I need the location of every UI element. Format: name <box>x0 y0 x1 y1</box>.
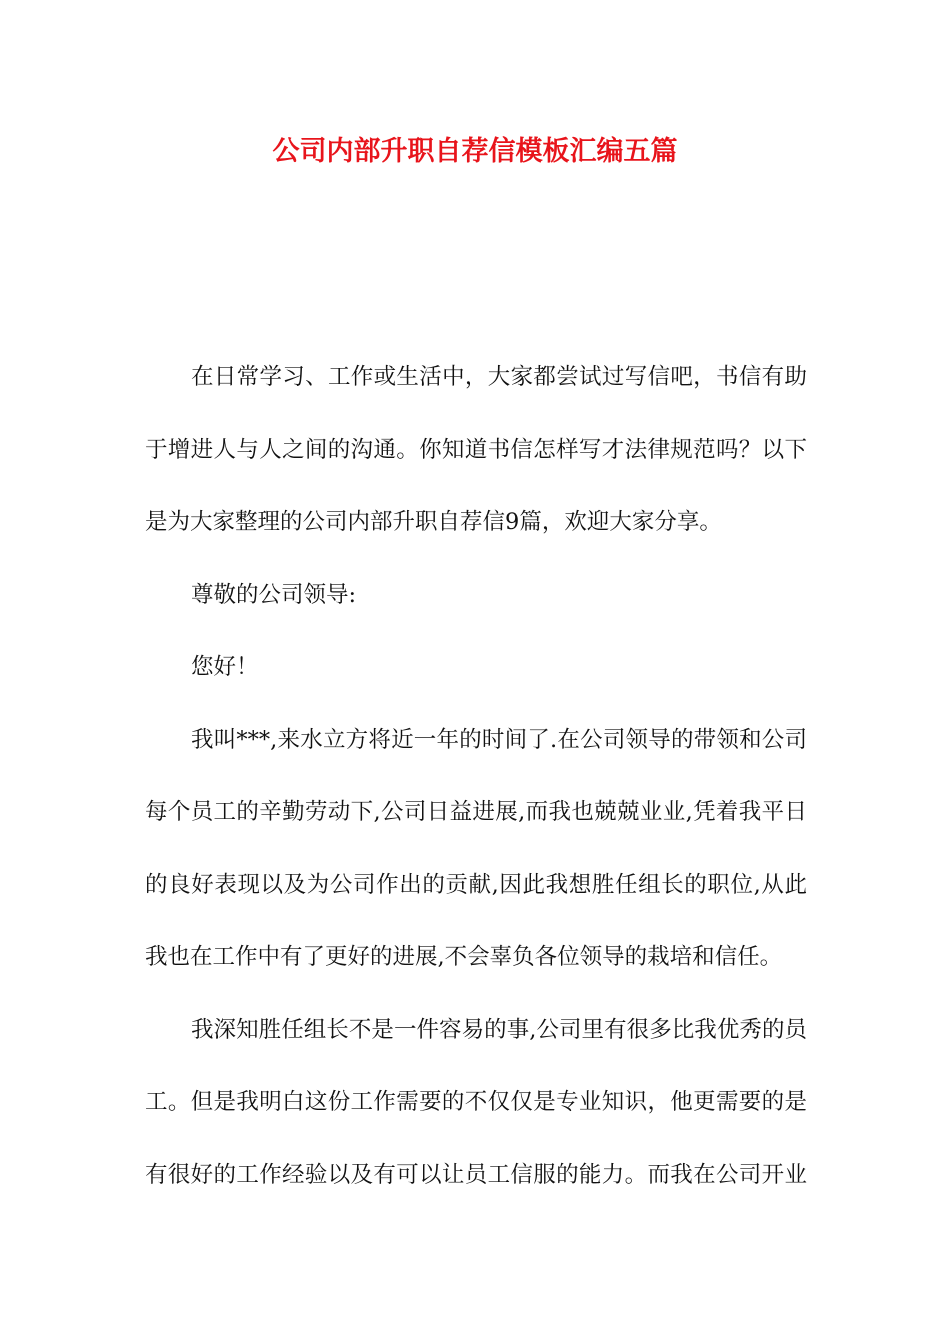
paragraph-body-1 <box>145 704 807 994</box>
text-line: 的良好表现以及为公司作出的贡献,因此我想胜任组长的职位,从此 <box>145 871 807 898</box>
text-line: 工。但是我明白这份工作需要的不仅仅是专业知识，他更需要的是 <box>145 1089 807 1115</box>
text-line: 有很好的工作经验以及有可以让员工信服的能力。而我在公司开业 <box>145 1161 807 1188</box>
text-line: 于增进人与人之间的沟通。你知道书信怎样写才法律规范吗？以下 <box>145 436 807 463</box>
text-line: 每个员工的辛勤劳动下,公司日益进展,而我也兢兢业业,凭着我平日 <box>145 799 807 825</box>
text-line: 您好！ <box>191 654 259 680</box>
document-title: 公司内部升职自荐信模板汇编五篇 <box>272 136 678 167</box>
text-line: 我深知胜任组长不是一件容易的事,公司里有很多比我优秀的员 <box>191 1016 807 1043</box>
document-body <box>145 341 807 1211</box>
paragraph-intro <box>145 341 807 559</box>
text-line: 我叫***,来水立方将近一年的时间了.在公司领导的带领和公司 <box>191 726 807 753</box>
paragraph-greeting <box>145 631 807 704</box>
text-line: 我也在工作中有了更好的进展,不会辜负各位领导的栽培和信任。 <box>145 944 783 970</box>
text-line: 尊敬的公司领导: <box>191 581 357 608</box>
paragraph-salutation <box>145 559 807 632</box>
paragraph-body-2 <box>145 994 807 1212</box>
text-line: 在日常学习、工作或生活中，大家都尝试过写信吧，书信有助 <box>191 364 807 390</box>
text-line: 是为大家整理的公司内部升职自荐信9篇，欢迎大家分享。 <box>145 509 722 535</box>
